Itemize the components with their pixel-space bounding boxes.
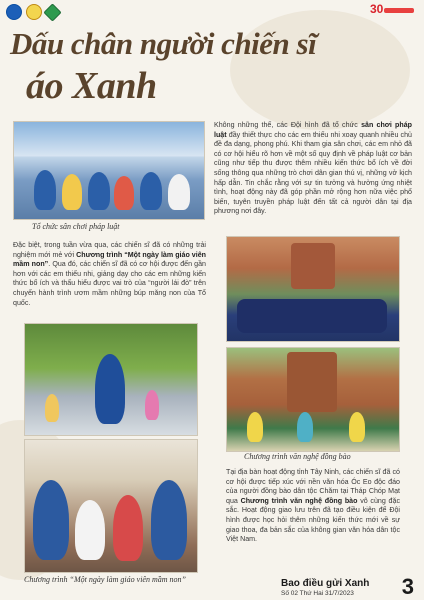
photo-group-at-temple (226, 236, 400, 342)
issue-info: Số 02 Thứ Hai 31/7/2023 (281, 590, 354, 597)
campaign-logo-icon (43, 3, 61, 21)
caption-cultural-performance: Chương trình văn nghệ đồng bào (244, 452, 351, 461)
page-footer (281, 574, 416, 599)
paragraph-text: đầy thiết thực cho các em thiếu nhi xoay quanh nhiều chủ đề đa dạng, phong phú. Khi tham gia sân chơi, các em nhỏ đã có cơ hội hiểu rõ hơn về một số quy định về pháp luật cơ bản cũng như tiếp thu được thêm nhiều kiến thức bổ ích về đời sống thông qua những trò chơi dân gian thú vị, những vở kịch hấp dẫn. Tin chắc rằng với sự tin tưởng và hưởng ứng nhiệt tình, hoạt động này đã góp phần mở rộng hơn nữa việc phổ biến, tuyên truyền pháp luật đến tất cả người dân tại địa phương nơi đây. (214, 130, 412, 216)
paragraph-kindergarten-teacher (13, 241, 206, 308)
caption-legal-playground: Tổ chức sân chơi pháp luật (32, 222, 120, 231)
page-number: 3 (401, 574, 414, 599)
header-logos (6, 4, 59, 20)
university-logo-icon (6, 4, 22, 20)
article-title-line-2: áo Xanh (26, 65, 157, 107)
brand-logo-mark (384, 8, 414, 13)
article-title-line-1: Dấu chân người chiến sĩ (10, 26, 317, 61)
paragraph-text: Đặc biệt, trong tuần vừa qua, các chiến sĩ đã có những trải nghiệm mới mẻ với (13, 241, 206, 259)
youth-union-logo-icon (26, 4, 42, 20)
paragraph-highlight: sân chơi pháp luật (214, 121, 412, 139)
paragraph-cultural-performance (226, 468, 400, 545)
paragraph-text: . Qua đó, các chiến sĩ đã có cơ hội được đến gần hơn với các em thiếu nhi, giảng dạy cho các em những kiến thức bổ ích và thấu hiểu được vai trò của “người lái đò” trên chuyến hành trình ươm mầm những búp măng non của Tổ quốc. (13, 260, 206, 307)
paragraph-text: vô cùng đặc sắc. Hoạt động giao lưu trên đã tạo điều kiện để Đội hình được học hỏi thêm những kiến thức mới về sự giao thoa, đa bản sắc của không gian văn hóa dân tộc Việt Nam. (226, 496, 400, 544)
paragraph-highlight: Chương trình “Một ngày làm giáo viên mầm non” (13, 250, 206, 269)
photo-legal-playground (13, 121, 205, 220)
photo-kindergarten-children (24, 439, 198, 573)
brand-logo-number: 30 (370, 2, 384, 16)
paragraph-highlight: Chương trình văn nghệ đồng bào (240, 496, 358, 505)
paragraph-text: Tại địa bàn hoạt động tỉnh Tây Ninh, các chiến sĩ đã có cơ hội được tiếp xúc với nền văn hóa Óc Eo độc đáo của người đồng bào dân tộc Chăm tại Tháp Chóp Mạt qua (226, 468, 400, 505)
caption-kindergarten-teacher: Chương trình “Một ngày làm giáo viên mầm non” (24, 575, 186, 584)
brand-logo (370, 4, 416, 16)
photo-cultural-performance (226, 347, 400, 452)
magazine-name: Bao điều gửi Xanh (281, 578, 370, 589)
paragraph-text: Không những thế, các Đội hình đã tổ chức (214, 121, 362, 129)
photo-playing-with-children (24, 323, 198, 436)
paragraph-legal-playground (214, 121, 412, 217)
